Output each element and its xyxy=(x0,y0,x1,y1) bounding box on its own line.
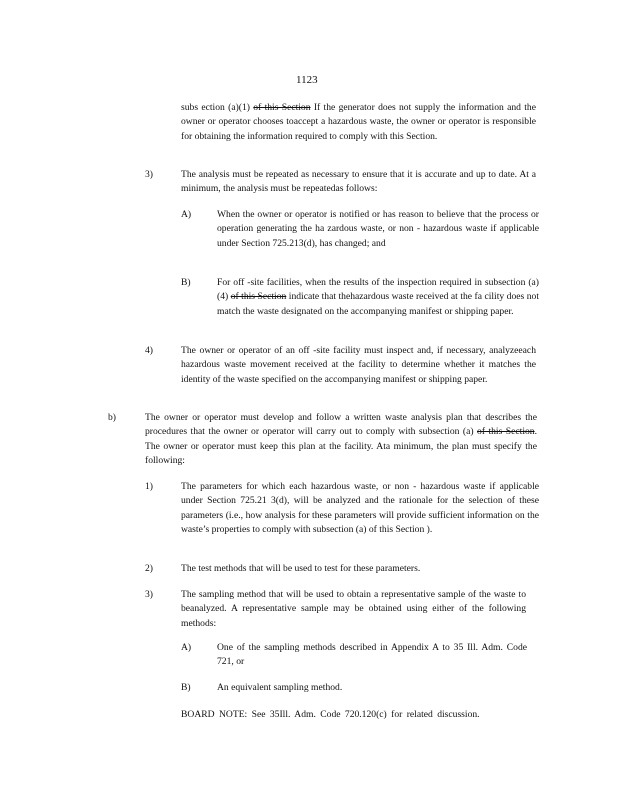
item-3a-text: When the owner or operator is notified or has reason to believe that the process or operation generating the ha zardous waste, or non - hazardous waste if applicable under Section 725.213(d), has changed; and xyxy=(217,209,539,249)
item-3b-text xyxy=(217,276,539,319)
item-3-label: 3) xyxy=(145,169,153,180)
continuation-paragraph xyxy=(181,101,536,144)
item-4-text: The owner or operator of an off -site facility must inspect and, if necessary, analyzeeach hazardous waste movement received at the facility to determine whether it matches the identity of the waste specified on the accompanying manifest or shipping paper. xyxy=(181,345,536,385)
item-b3-text: The sampling method that will be used to obtain a representative sample of the waste to beanalyzed. A representative sample may be obtained using either of the following methods: xyxy=(181,589,526,629)
item-b1-text: The parameters for which each hazardous waste, or non - hazardous waste if applicable under Section 725.21 3(d), will be analyzed and the rationale for the selection of these parameters (i.e., how analysis for these parameters will provide sufficient information on the waste’s properties to comply with subsection (a) of this Section ). xyxy=(181,481,539,535)
item-3b-label: B) xyxy=(181,277,191,288)
item-3a-label: A) xyxy=(181,209,192,220)
item-3b-part2: indicate that thehazardous waste received at the fa cility does not match the waste designated on the accompanying manifest or shipping paper. xyxy=(217,291,540,317)
struck-text: of this Section xyxy=(253,102,311,113)
continuation-text: If the generator does not supply the information and the owner or operator chooses toaccept a hazardous waste, the owner or operator is responsible for obtaining the information required to comply with this Section. xyxy=(181,102,536,142)
item-4-label: 4) xyxy=(145,345,153,356)
item-b2-text: The test methods that will be used to test for these parameters. xyxy=(181,563,421,574)
item-b2-label: 2) xyxy=(145,563,153,574)
item-b3a-label: A) xyxy=(181,642,192,653)
section-b-part2: . The owner or operator must keep this plan at the facility. Ata minimum, the plan must specify the following: xyxy=(145,426,537,466)
item-3-text: The analysis must be repeated as necessary to ensure that it is accurate and up to date. At a minimum, the analysis must be repeatedas follows: xyxy=(181,169,536,195)
section-b-label: b) xyxy=(108,412,116,423)
struck-text: of this Section xyxy=(477,426,535,438)
board-note: BOARD NOTE: See 35Ill. Adm. Code 720.120(c) for related discussion. xyxy=(181,709,480,720)
item-b3b-label: B) xyxy=(181,682,191,693)
continuation-ref: subs ection (a)(1) xyxy=(181,102,250,113)
item-b3a-text: One of the sampling methods described in Appendix A to 35 Ill. Adm. Code 721, or xyxy=(217,642,527,668)
item-b3-label: 3) xyxy=(145,589,153,600)
item-b1-label: 1) xyxy=(145,481,153,492)
page-number: 1123 xyxy=(296,74,318,86)
section-b-part1: The owner or operator must develop and follow a written waste analysis plan that describes the procedures that the owner or operator will carry out to comply with subsection (a) xyxy=(145,412,537,438)
item-3b-part1: For off -site facilities, when the results of the inspection required in subsection (a)(4) xyxy=(217,277,539,303)
struck-text: of this Section xyxy=(230,291,287,303)
item-b3b-text: An equivalent sampling method. xyxy=(217,682,343,693)
section-b-text xyxy=(145,411,537,468)
